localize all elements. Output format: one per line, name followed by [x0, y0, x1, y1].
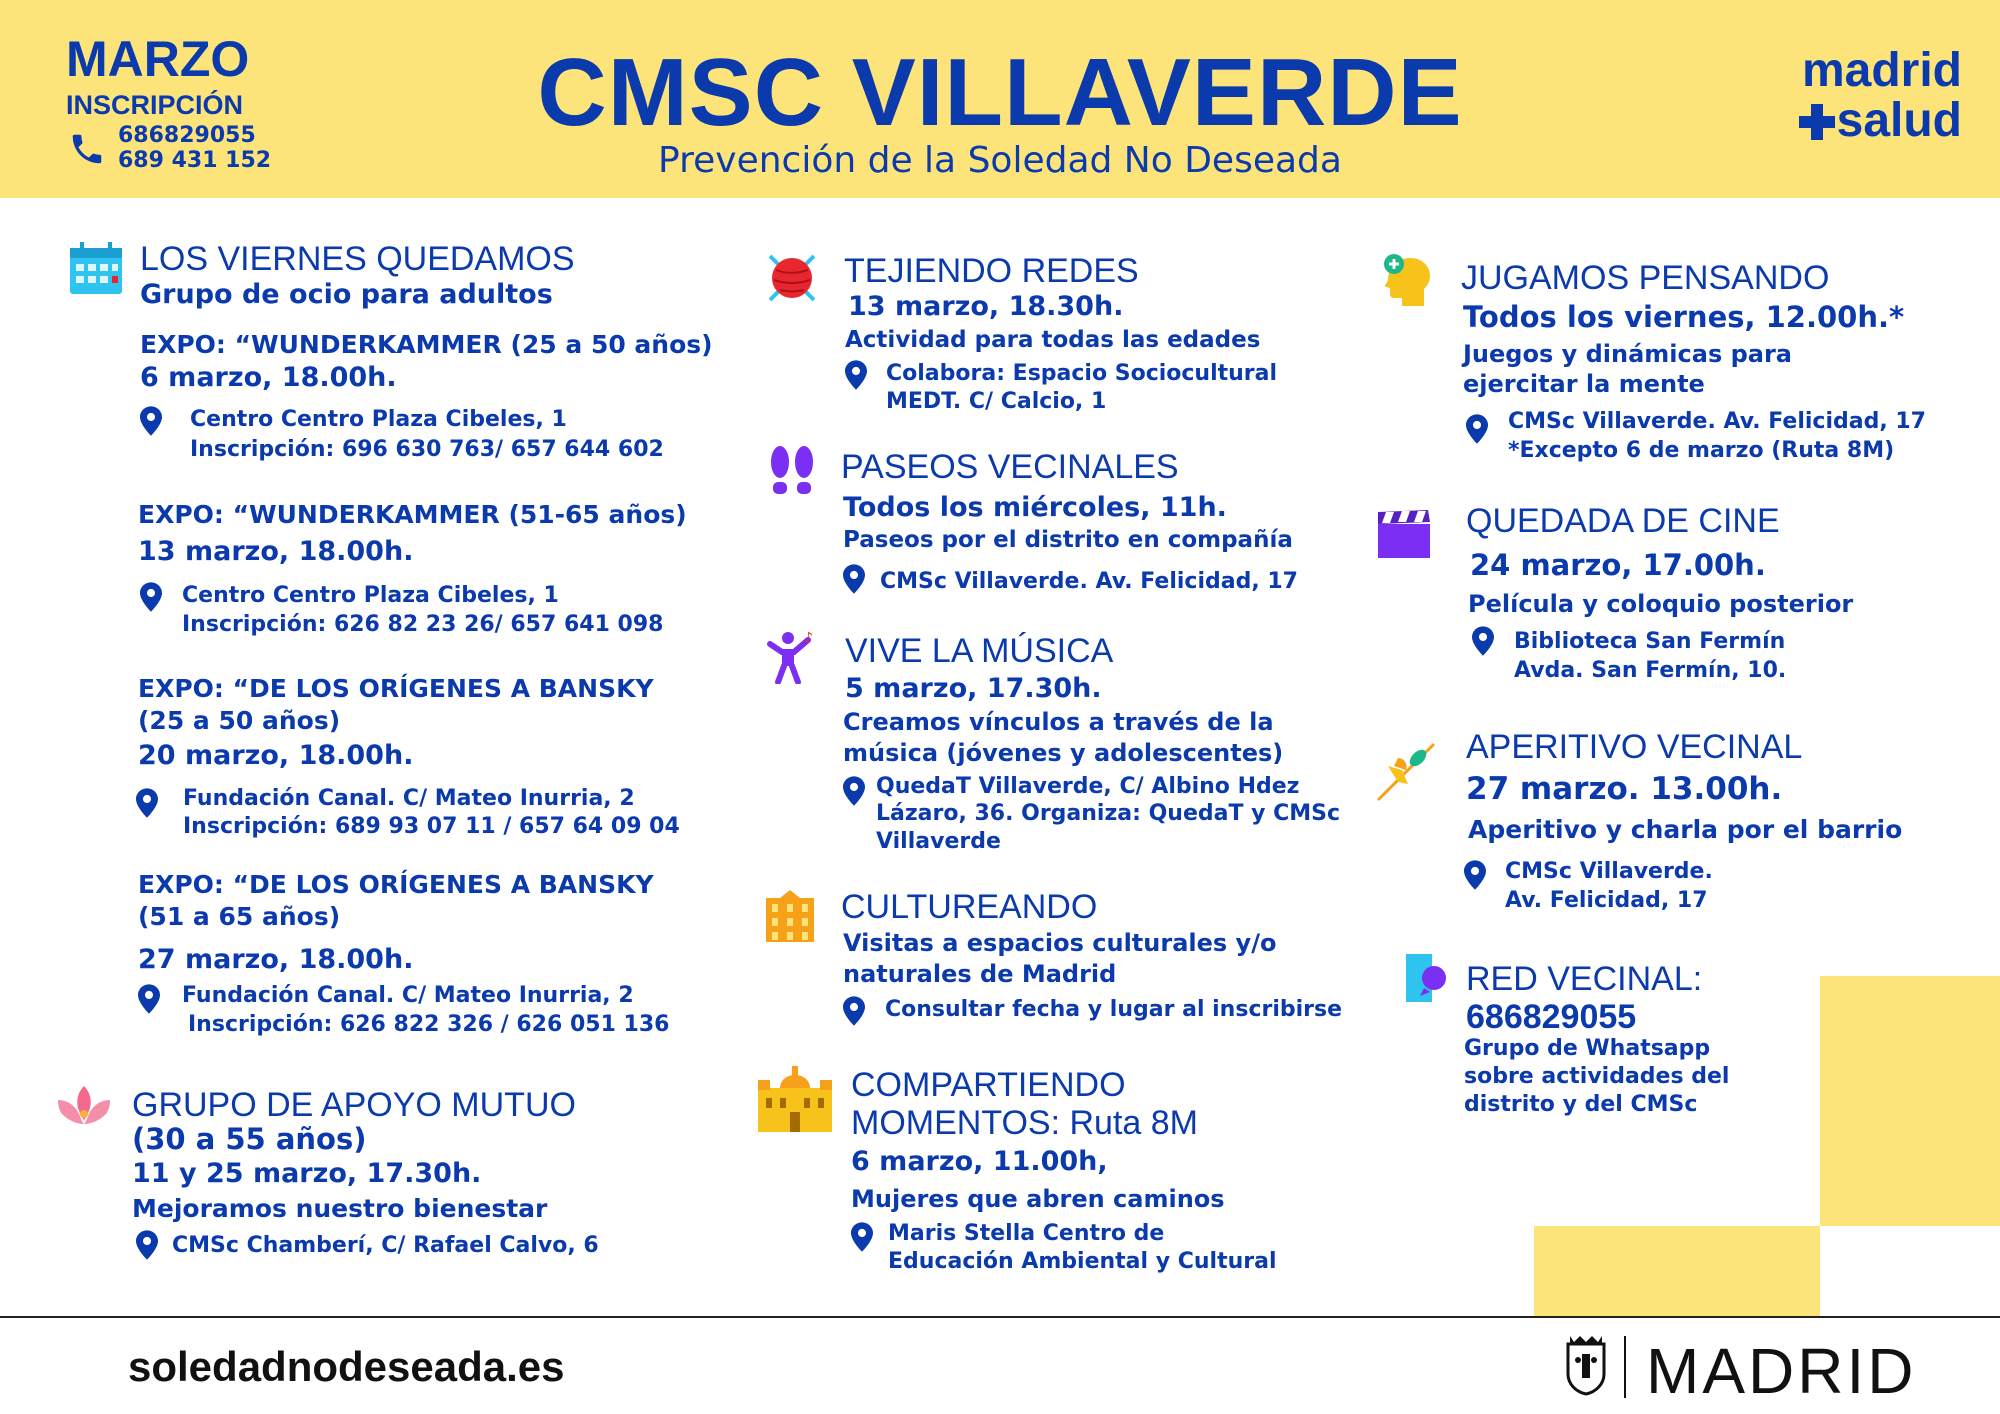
- appetizer-skewer-icon: [1374, 738, 1440, 804]
- cine-desc: Película y coloquio posterior: [1468, 590, 1854, 618]
- apoyo-title: GRUPO DE APOYO MUTUO: [132, 1086, 576, 1124]
- madrid-coat-of-arms-icon: [1564, 1334, 1608, 1396]
- paseos-title: PASEOS VECINALES: [841, 448, 1179, 486]
- event-1-loc-2: Inscripción: 696 630 763/ 657 644 602: [190, 437, 664, 462]
- inscription-label: INSCRIPCIÓN: [66, 90, 244, 120]
- location-pin-icon: [136, 788, 158, 818]
- tejiendo-date: 13 marzo, 18.30h.: [848, 291, 1124, 322]
- logo-line-2: salud: [1836, 94, 1962, 147]
- event-2-loc-2: Inscripción: 626 82 23 26/ 657 641 098: [182, 612, 664, 637]
- footer-divider: [0, 1316, 2000, 1318]
- tejiendo-loc-1: Colabora: Espacio Sociocultural: [886, 361, 1278, 386]
- location-pin-icon: [140, 582, 162, 612]
- musica-desc-1: Creamos vínculos a través de la: [843, 708, 1274, 736]
- musica-date: 5 marzo, 17.30h.: [845, 673, 1102, 704]
- clapperboard-icon: [1376, 506, 1432, 562]
- compartiendo-title-1: COMPARTIENDO: [851, 1066, 1126, 1104]
- madrid-wordmark: MADRID: [1646, 1335, 1917, 1407]
- event-2-name: EXPO: “WUNDERKAMMER (51-65 años): [138, 500, 687, 529]
- event-3-date: 20 marzo, 18.00h.: [138, 740, 414, 771]
- event-3-name: EXPO: “DE LOS ORÍGENES A BANSKY: [138, 674, 654, 703]
- plus-cross-icon: [1799, 104, 1835, 140]
- event-2-date: 13 marzo, 18.00h.: [138, 536, 414, 567]
- jugamos-desc-2: ejercitar la mente: [1463, 370, 1705, 398]
- yarn-ball-icon: [764, 250, 820, 306]
- red-title: RED VECINAL:: [1466, 960, 1703, 998]
- aperitivo-loc-1: CMSc Villaverde.: [1505, 859, 1713, 884]
- cine-loc-1: Biblioteca San Fermín: [1514, 629, 1786, 654]
- apoyo-loc: CMSc Chamberí, C/ Rafael Calvo, 6: [172, 1233, 599, 1258]
- event-3-loc-1: Fundación Canal. C/ Mateo Inurria, 2: [183, 786, 635, 811]
- cultureando-loc-1: Consultar fecha y lugar al inscribirse: [885, 997, 1343, 1022]
- red-desc-3: distrito y del CMSc: [1464, 1092, 1698, 1117]
- logo-line-1: madrid: [1801, 44, 1962, 97]
- cultureando-desc-1: Visitas a espacios culturales y/o: [843, 929, 1277, 957]
- paseos-loc-1: CMSc Villaverde. Av. Felicidad, 17: [880, 569, 1298, 594]
- compartiendo-loc-2: Educación Ambiental y Cultural: [888, 1249, 1277, 1274]
- location-pin-icon: [843, 564, 865, 594]
- viernes-subtitle: Grupo de ocio para adultos: [140, 279, 553, 310]
- aperitivo-desc: Aperitivo y charla por el barrio: [1468, 815, 1903, 844]
- cine-date: 24 marzo, 17.00h.: [1470, 548, 1766, 582]
- museum-building-icon: [762, 888, 818, 944]
- lotus-flower-icon: [54, 1084, 114, 1128]
- calendar-icon: [68, 240, 124, 296]
- viernes-title: LOS VIERNES QUEDAMOS: [140, 240, 575, 278]
- musica-desc-2: música (jóvenes y adolescentes): [843, 739, 1284, 767]
- cine-loc-2: Avda. San Fermín, 10.: [1514, 658, 1787, 683]
- cine-title: QUEDADA DE CINE: [1466, 502, 1780, 540]
- tejiendo-desc: Actividad para todas las edades: [845, 327, 1261, 353]
- compartiendo-date: 6 marzo, 11.00h,: [851, 1146, 1108, 1177]
- palace-building-icon: [756, 1066, 834, 1132]
- phone-number-2[interactable]: 689 431 152: [118, 148, 272, 173]
- phone-number-1[interactable]: 686829055: [118, 123, 256, 148]
- paseos-desc: Paseos por el distrito en compañía: [843, 527, 1293, 553]
- page-title: CMSC VILLAVERDE: [537, 39, 1463, 146]
- head-plus-icon: [1378, 252, 1434, 308]
- paseos-date: Todos los miércoles, 11h.: [843, 492, 1227, 523]
- footer-logo-separator: [1624, 1336, 1626, 1398]
- website-link[interactable]: soledadnodeseada.es: [128, 1343, 565, 1390]
- chat-bubble-icon: [1406, 954, 1450, 1002]
- dancing-person-icon: [764, 628, 820, 684]
- event-2-loc-1: Centro Centro Plaza Cibeles, 1: [182, 583, 559, 608]
- compartiendo-desc: Mujeres que abren caminos: [851, 1185, 1225, 1213]
- jugamos-desc-1: Juegos y dinámicas para: [1463, 340, 1792, 368]
- event-4-loc-2: Inscripción: 626 822 326 / 626 051 136: [188, 1012, 670, 1037]
- jugamos-title: JUGAMOS PENSANDO: [1461, 259, 1830, 297]
- decorative-yellow-block: [1534, 1226, 1820, 1316]
- compartiendo-loc-1: Maris Stella Centro de: [888, 1221, 1165, 1246]
- event-1-date: 6 marzo, 18.00h.: [140, 362, 397, 393]
- location-pin-icon: [140, 406, 162, 436]
- event-4-name-2: (51 a 65 años): [138, 902, 341, 931]
- red-desc-1: Grupo de Whatsapp: [1464, 1036, 1711, 1061]
- musica-loc-1: QuedaT Villaverde, C/ Albino Hdez: [876, 774, 1300, 799]
- aperitivo-loc-2: Av. Felicidad, 17: [1505, 888, 1708, 913]
- aperitivo-date: 27 marzo. 13.00h.: [1466, 771, 1783, 807]
- red-phone[interactable]: 686829055: [1466, 998, 1637, 1036]
- apoyo-desc: Mejoramos nuestro bienestar: [132, 1194, 548, 1223]
- location-pin-icon: [1472, 626, 1494, 656]
- jugamos-loc-2: *Excepto 6 de marzo (Ruta 8M): [1508, 438, 1895, 463]
- red-desc-2: sobre actividades del: [1464, 1064, 1730, 1089]
- cultureando-title: CULTUREANDO: [841, 888, 1098, 926]
- location-pin-icon: [136, 1230, 158, 1260]
- location-pin-icon: [1464, 860, 1486, 890]
- page-subtitle: Prevención de la Soledad No Deseada: [658, 140, 1342, 181]
- event-4-name: EXPO: “DE LOS ORÍGENES A BANSKY: [138, 870, 654, 899]
- apoyo-subtitle: (30 a 55 años): [132, 1122, 367, 1156]
- aperitivo-title: APERITIVO VECINAL: [1466, 728, 1803, 766]
- location-pin-icon: [138, 984, 160, 1014]
- tejiendo-loc-2: MEDT. C/ Calcio, 1: [886, 389, 1107, 414]
- event-4-loc-1: Fundación Canal. C/ Mateo Inurria, 2: [182, 983, 634, 1008]
- footprints-icon: [764, 444, 820, 500]
- event-3-loc-2: Inscripción: 689 93 07 11 / 657 64 09 04: [183, 814, 680, 839]
- cultureando-desc-2: naturales de Madrid: [843, 960, 1117, 988]
- location-pin-icon: [845, 360, 867, 390]
- location-pin-icon: [1466, 414, 1488, 444]
- logo-line-2-wrap: [1782, 96, 1962, 146]
- musica-title: VIVE LA MÚSICA: [845, 632, 1114, 670]
- jugamos-date: Todos los viernes, 12.00h.*: [1463, 300, 1905, 334]
- event-4-date: 27 marzo, 18.00h.: [138, 944, 414, 975]
- location-pin-icon: [843, 996, 865, 1026]
- event-1-name: EXPO: “WUNDERKAMMER (25 a 50 años): [140, 330, 713, 359]
- musica-loc-2: Lázaro, 36. Organiza: QuedaT y CMSc: [876, 801, 1341, 826]
- svg-text:♪: ♪: [804, 630, 813, 646]
- jugamos-loc-1: CMSc Villaverde. Av. Felicidad, 17: [1508, 409, 1926, 434]
- month-label: MARZO: [66, 31, 250, 87]
- musica-loc-3: Villaverde: [876, 829, 1001, 854]
- event-1-loc-1: Centro Centro Plaza Cibeles, 1: [190, 407, 567, 432]
- location-pin-icon: [851, 1222, 873, 1252]
- apoyo-date: 11 y 25 marzo, 17.30h.: [132, 1158, 482, 1189]
- compartiendo-title-2: MOMENTOS: Ruta 8M: [851, 1104, 1198, 1142]
- madrid-salud-logo: [1782, 46, 1962, 146]
- location-pin-icon: [843, 776, 865, 806]
- decorative-yellow-block: [1820, 976, 2000, 1226]
- event-3-name-2: (25 a 50 años): [138, 706, 341, 735]
- tejiendo-title: TEJIENDO REDES: [844, 252, 1139, 290]
